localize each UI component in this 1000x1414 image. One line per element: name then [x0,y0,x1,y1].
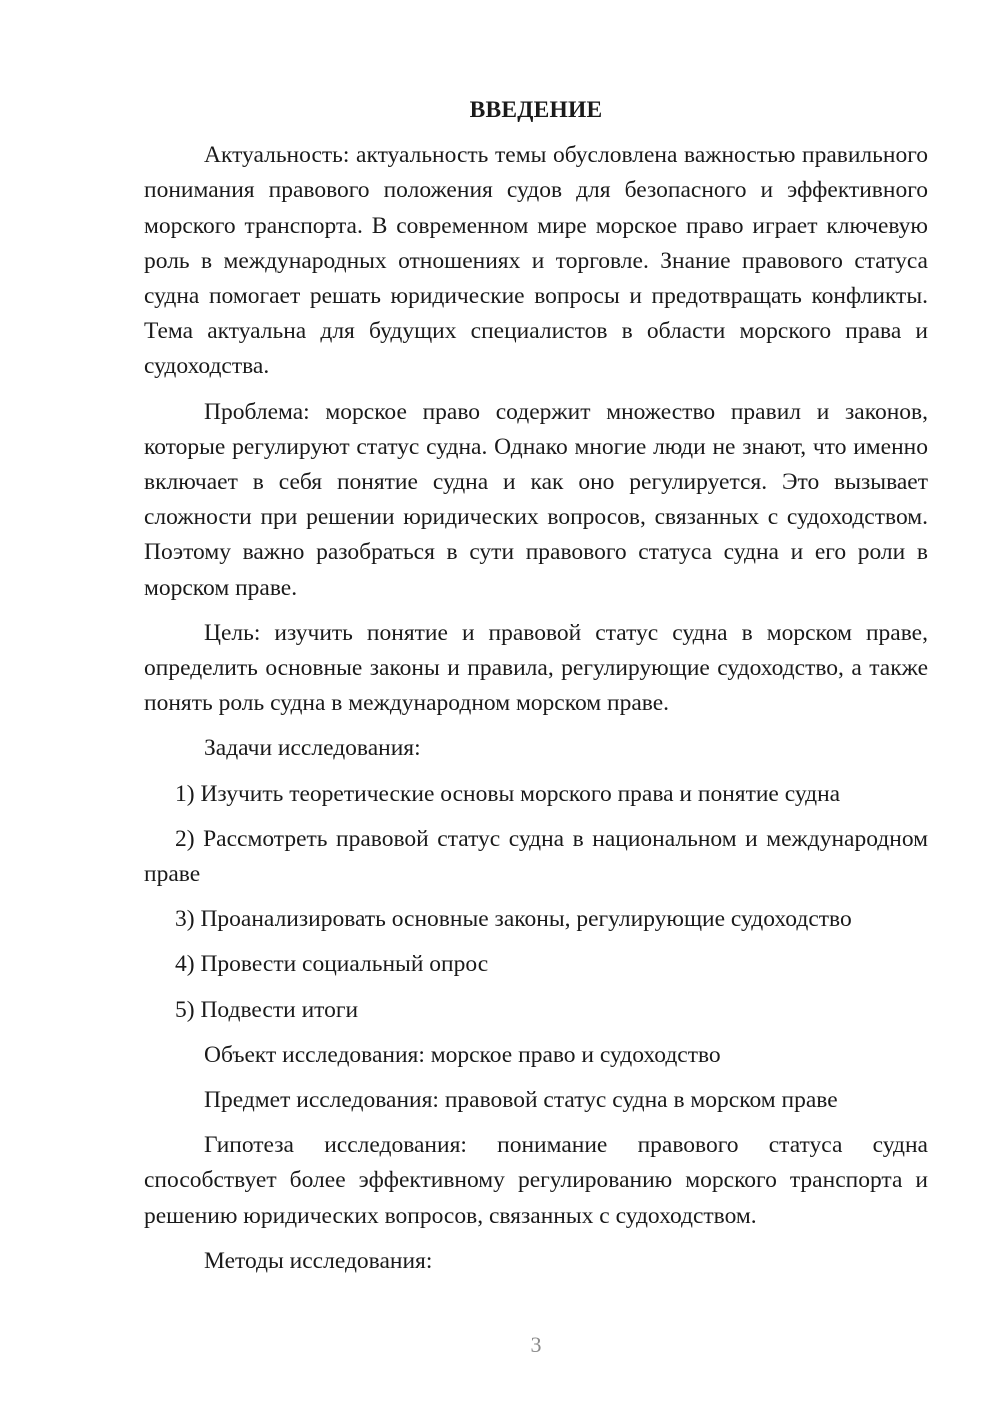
paragraph-relevance: Актуальность: актуальность темы обусловлена важностью правильного понимания правового положения судов для безопасного и эффективного морского транспорта. В современном мире морское право играет ключевую роль в международных отношениях и торговле. Знание правового статуса судна помогает решать юридические вопросы и предотвращать конфликты. Тема актуальна для будущих специалистов в области морского права и судоходства. [144,142,928,380]
paragraph-hypothesis: Гипотеза исследования: понимание правового статуса судна способствует более эффективному регулированию морского транспорта и решению юридических вопросов, связанных с судоходством. [144,1132,928,1229]
paragraph-subject: Предмет исследования: правовой статус судна в морском праве [204,1087,838,1114]
paragraph-tasks-heading: Задачи исследования: [204,735,421,762]
task-item-5: 5) Подвести итоги [175,996,359,1023]
paragraph-methods: Методы исследования: [204,1247,433,1274]
paragraph-goal: Цель: изучить понятие и правовой статус судна в морском праве, определить основные законы и правила, регулирующие судоходство, а также понять роль судна в международном морском праве. [144,619,928,717]
page-body [144,93,928,1289]
paragraph-object: Объект исследования: морское право и судоходство [204,1041,721,1068]
paragraph-problem: Проблема: морское право содержит множество правил и законов, которые регулируют статус судна. Однако многие люди не знают, что именно включает в себя понятие судна и как оно регулируется. Это вызывает сложности при решении юридических вопросов, связанных с судоходством. Поэтому важно разобраться в сути правового статуса судна и его роли в морском праве. [144,398,928,601]
task-item-3: 3) Проанализировать основные законы, регулирующие судоходство [175,906,852,933]
task-item-2: 2) Рассмотреть правовой статус судна в национальном и международном праве [144,825,928,888]
task-item-1: 1) Изучить теоретические основы морского права и понятие судна [175,780,841,807]
task-item-4: 4) Провести социальный опрос [175,951,489,978]
page-number: 3 [530,1332,542,1357]
section-title: ВВЕДЕНИЕ [469,97,603,123]
